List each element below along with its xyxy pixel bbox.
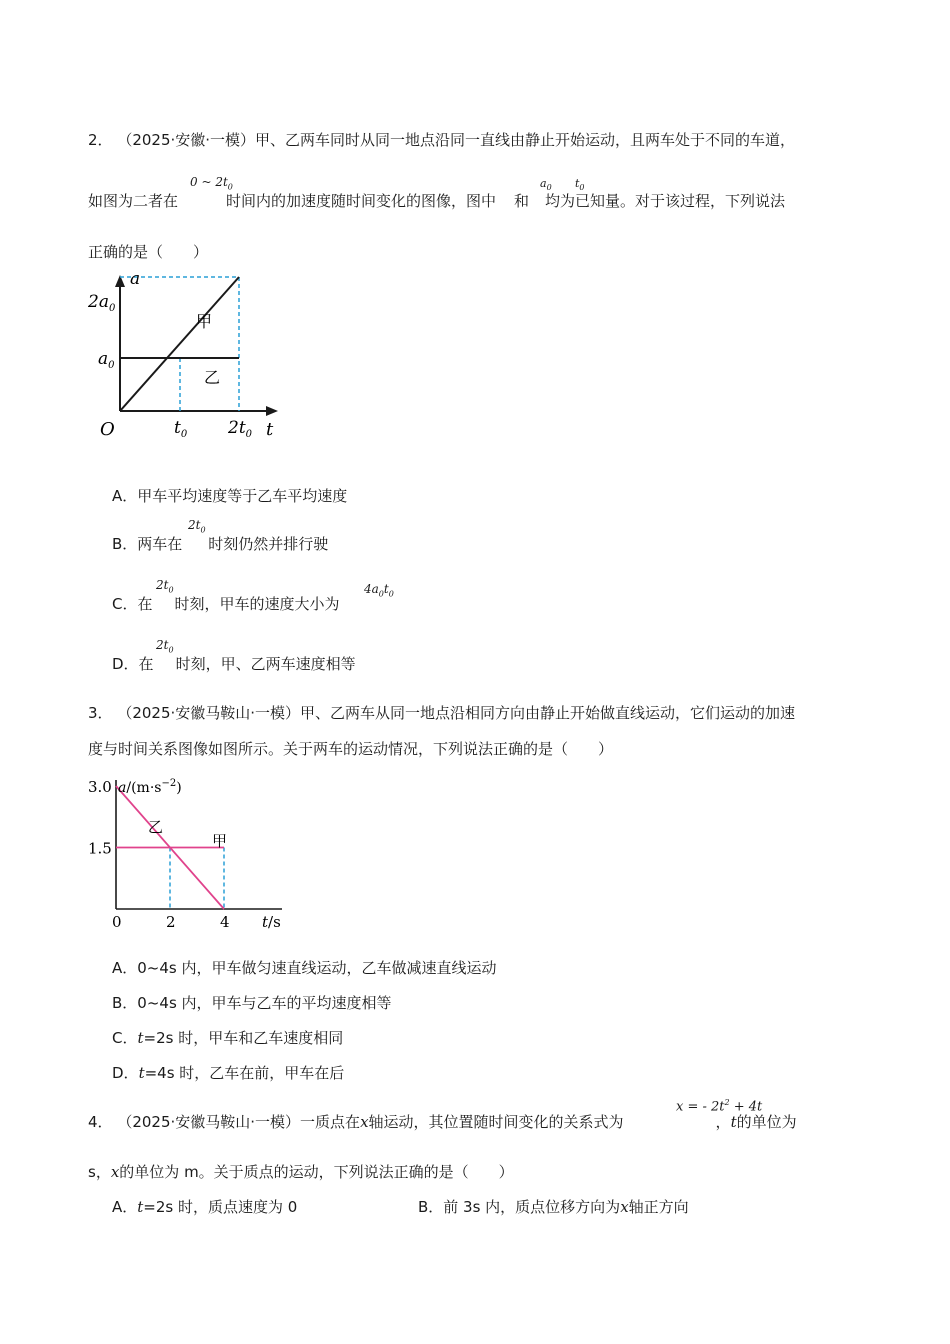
q2-y-tick-2a0 [87,292,116,314]
q3-y-axis-label-exp: −2 [161,778,177,789]
q2-option-b-pre: B．两车在 [112,535,183,553]
q4-text-line1c: ， [715,1113,731,1131]
q2-text-line2c: 和 [514,192,530,210]
q2-a0-sub: 0 [546,183,552,193]
q4-text-line1a: 一质点在 [300,1113,361,1131]
q2-option-c-pre: C．在 [112,595,153,613]
q2-line-jia [120,277,239,411]
q3-option-c-pre: C． [112,1029,138,1047]
q3-option-d-post: =4s 时，乙车在前，甲车在后 [144,1064,345,1082]
q3-y-axis-label: $a/(m\cdot s^{-2})$ [118,778,182,796]
q2-label-yi: 乙 [204,368,221,387]
q3-option-d-pre: D． [112,1064,139,1082]
q2-option-c [112,593,340,614]
q2-x-axis-label: t [266,419,274,440]
q2-option-c-val-sub1: 0 [378,589,384,599]
q3-source: （2025·安徽马鞍山·一模） [117,704,301,722]
q2-label-jia: 甲 [196,312,213,331]
q2-text-line1: 甲、乙两车同时从同一地点沿同一直线由静止开始运动，且两车处于不同的车道， [255,131,796,149]
q4-formula [676,1098,762,1114]
q4-text-line1d: 的单位为 [736,1113,797,1131]
q3-y-axis-label-close: ) [176,780,182,796]
q2-range-sub: 0 [227,182,233,192]
q4-x-var-2: x [110,1163,120,1181]
q2-option-d [112,653,356,674]
q3-text-line1: 甲、乙两车从同一地点沿相同方向由静止开始做直线运动，它们运动的加速 [300,704,796,722]
q2-range-text: 0 ~ 2t [190,175,228,189]
q2-option-d-expr-sub: 0 [168,645,174,655]
q2-option-d-expr [156,638,174,654]
q3-number: 3． [88,704,113,722]
q3-option-d [112,1062,344,1083]
q3-x-axis-unit: /s [268,913,281,931]
q3-x-axis-label [262,913,281,931]
q2-x-tick-t0-sub: 0 [180,429,188,440]
q4-option-b-x: x [620,1198,629,1216]
q2-x-tick-2t0-text: 2t [228,418,246,438]
q4-option-b-pre: B．前 3s 内，质点位移方向为 [418,1198,621,1216]
q4-formula-text: x = - 2t [676,1099,725,1115]
q3-option-d-t: t [138,1064,145,1082]
q2-option-b-expr [188,518,206,534]
q3-x-tick-0: 0 [112,913,122,931]
q3-y-tick-1.5: 1.5 [88,839,112,858]
q2-option-d-expr-text: 2t [156,638,169,652]
q3-x-tick-4: 4 [220,913,230,931]
q3-y-tick-3.0: 3.0 [88,778,112,796]
q3-label-yi: 乙 [148,818,164,836]
q2-line1 [88,129,795,150]
q2-number: 2． [88,131,113,149]
q2-figure [86,265,286,445]
q3-option-a: A．0~4s 内，甲车做匀速直线运动，乙车做减速直线运动 [112,959,497,977]
q2-y-tick-2a0-sub: 0 [108,303,116,314]
q4-text-line2b: 的单位为 m。关于质点的运动，下列说法正确的是（ ） [119,1163,514,1181]
q4-t-var: t [730,1113,737,1131]
q3-label-jia: 甲 [212,832,228,850]
q2-text-line2d: 均为已知量。对于该过程，下列说法 [545,192,786,210]
q2-option-c-value [364,582,394,598]
q2-x-tick-2t0-sub: 0 [245,429,253,440]
q4-text-line1b: 轴运动，其位置随时间变化的关系式为 [368,1113,624,1131]
q4-x-var: x [360,1113,369,1131]
q2-x-tick-t0-text: t [174,418,181,438]
q2-y-tick-a0-sub: 0 [108,360,115,371]
q2-text-line2b: 时间内的加速度随时间变化的图像，图中 [226,192,497,210]
q4-option-a-t: t [137,1198,144,1216]
q2-option-c-expr-sub: 0 [168,585,174,595]
q3-option-c [112,1027,343,1048]
q3-x-tick-2: 2 [166,913,176,931]
q2-t0-symbol [575,177,585,192]
q3-x-axis-var: t [262,913,269,931]
q2-option-b [112,533,328,554]
q2-origin-label: O [100,419,115,440]
q2-option-b-expr-text: 2t [188,518,201,532]
q3-line1 [88,702,795,723]
q2-y-tick-2a0-text: 2a [88,292,109,312]
q2-option-c-mid: 时刻，甲车的速度大小为 [174,595,340,613]
q2-option-d-post: 时刻，甲、乙两车速度相等 [175,655,356,673]
q3-option-b: B．0~4s 内，甲车与乙车的平均速度相等 [112,994,392,1012]
q2-option-c-expr-text: 2t [156,578,169,592]
q4-option-a [112,1196,297,1217]
q2-t0-sub: 0 [579,183,585,193]
q4-option-a-post: =2s 时，质点速度为 0 [143,1198,298,1216]
q4-option-b [418,1196,689,1217]
q4-option-a-pre: A． [112,1198,138,1216]
q3-chart [86,770,306,935]
q2-range-expr [190,175,233,191]
q2-option-c-val-sub2: 0 [388,589,394,599]
q4-line2 [88,1161,514,1182]
q2-option-a: A．甲车平均速度等于乙车平均速度 [112,487,348,505]
q2-option-c-val-t: t [383,582,389,596]
q2-a0-symbol [540,177,552,192]
q4-source: （2025·安徽马鞍山·一模） [117,1113,301,1131]
q2-y-axis-label: a [130,269,141,289]
q3-option-c-post: =2s 时，甲车和乙车速度相同 [143,1029,344,1047]
q2-x-tick-2t0 [227,418,253,440]
q2-x-tick-t0 [174,418,188,440]
q4-option-b-post: 轴正方向 [628,1198,689,1216]
q2-line3: 正确的是（ ） [88,243,209,261]
q4-text-line2a: s， [88,1163,111,1181]
q2-option-c-val-text: 4a [364,582,379,596]
q2-text-line2a: 如图为二者在 [88,192,179,210]
q2-t0-text: t [575,177,580,190]
q4-number: 4． [88,1113,113,1131]
q4-formula-exp: 2 [724,1098,730,1107]
q4-formula-tail: + 4t [729,1099,763,1115]
q2-x-arrow-icon [266,406,278,416]
q2-option-b-expr-sub: 0 [200,525,206,535]
q2-y-tick-a0 [98,349,115,371]
q2-source: （2025·安徽·一模） [117,131,256,149]
q2-line2 [88,190,785,211]
q2-option-b-post: 时刻仍然并排行驶 [208,535,329,553]
q2-option-c-expr [156,578,174,594]
q3-y-axis-label-text: /(m·s [126,780,162,796]
q2-option-d-pre: D．在 [112,655,154,673]
q2-y-tick-a0-text: a [98,349,109,369]
q2-a0-text: a [540,177,547,190]
q3-option-c-t: t [137,1029,144,1047]
q3-line2: 度与时间关系图像如图所示。关于两车的运动情况，下列说法正确的是（ ） [88,740,614,758]
